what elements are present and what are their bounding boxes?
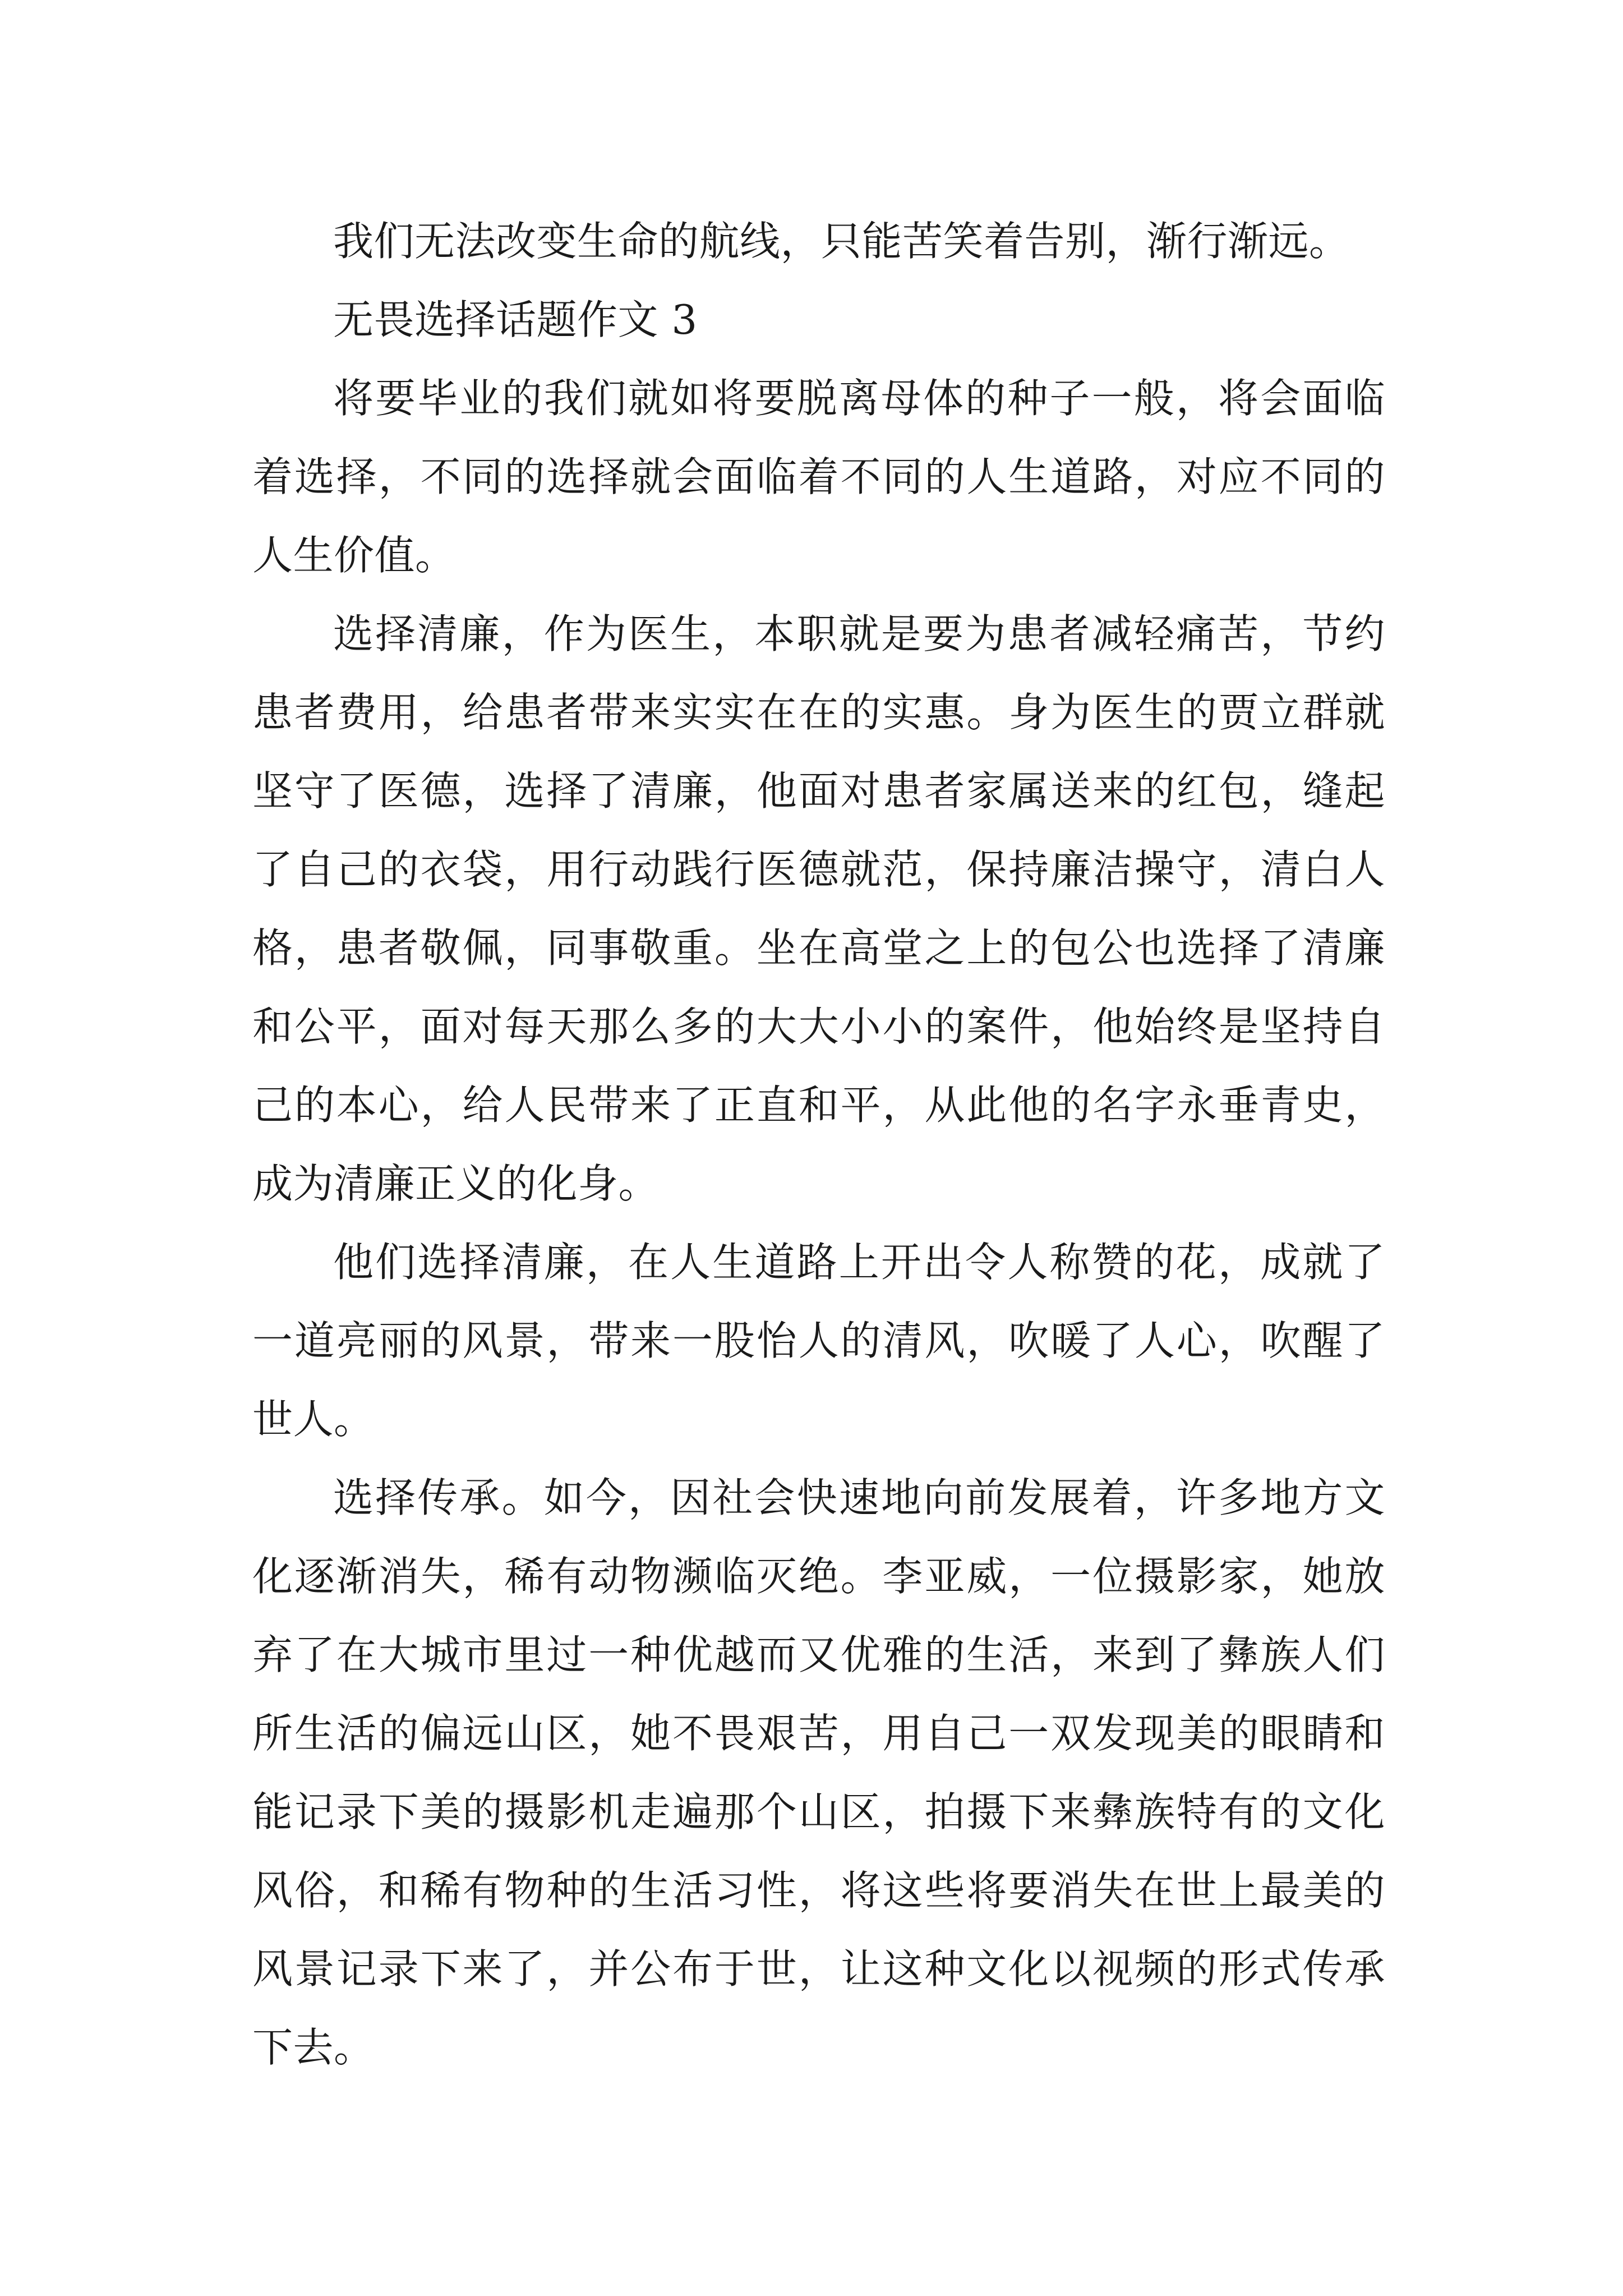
paragraph-1: 将要毕业的我们就如将要脱离母体的种子一般，将会面临着选择，不同的选择就会面临着不同的人生道路，对应不同的人生价值。 (252, 375, 1385, 579)
intro-line: 我们无法改变生命的航线，只能苦笑着告别，渐行渐远。 (333, 218, 1350, 265)
paragraph-4: 选择传承。如今，因社会快速地向前发展着，许多地方文化逐渐消失，稀有动物濒临灭绝。李亚威，一位摄影家，她放弃了在大城市里过一种优越而又优雅的生活，来到了彝族人们所生活的偏远山区，她不畏艰苦，用自己一双发现美的眼睛和能记录下美的摄影机走遍那个山区，拍摄下来彝族特有的文化风俗，和稀有物种的生活习性，将这些将要消失在世上最美的风景记录下来了，并公布于世，让这种文化以视频的形式传承下去。 (252, 1474, 1385, 2071)
essay-title: 无畏选择话题作文 3 (333, 296, 698, 343)
paragraph-2: 选择清廉，作为医生，本职就是要为患者减轻痛苦，节约患者费用，给患者带来实实在在的实惠。身为医生的贾立群就坚守了医德，选择了清廉，他面对患者家属送来的红包，缝起了自己的衣袋，用行动践行医德就范，保持廉洁操守，清白人格，患者敬佩，同事敬重。坐在高堂之上的包公也选择了清廉和公平，面对每天那么多的大大小小的案件，他始终是坚持自己的本心，给人民带来了正直和平，从此他的名字永垂青史，成为清廉正义的化身。 (252, 610, 1385, 1207)
document-body (252, 202, 1385, 2087)
paragraph-3: 他们选择清廉，在人生道路上开出令人称赞的花，成就了一道亮丽的风景，带来一股怡人的清风，吹暖了人心，吹醒了世人。 (252, 1239, 1385, 1443)
